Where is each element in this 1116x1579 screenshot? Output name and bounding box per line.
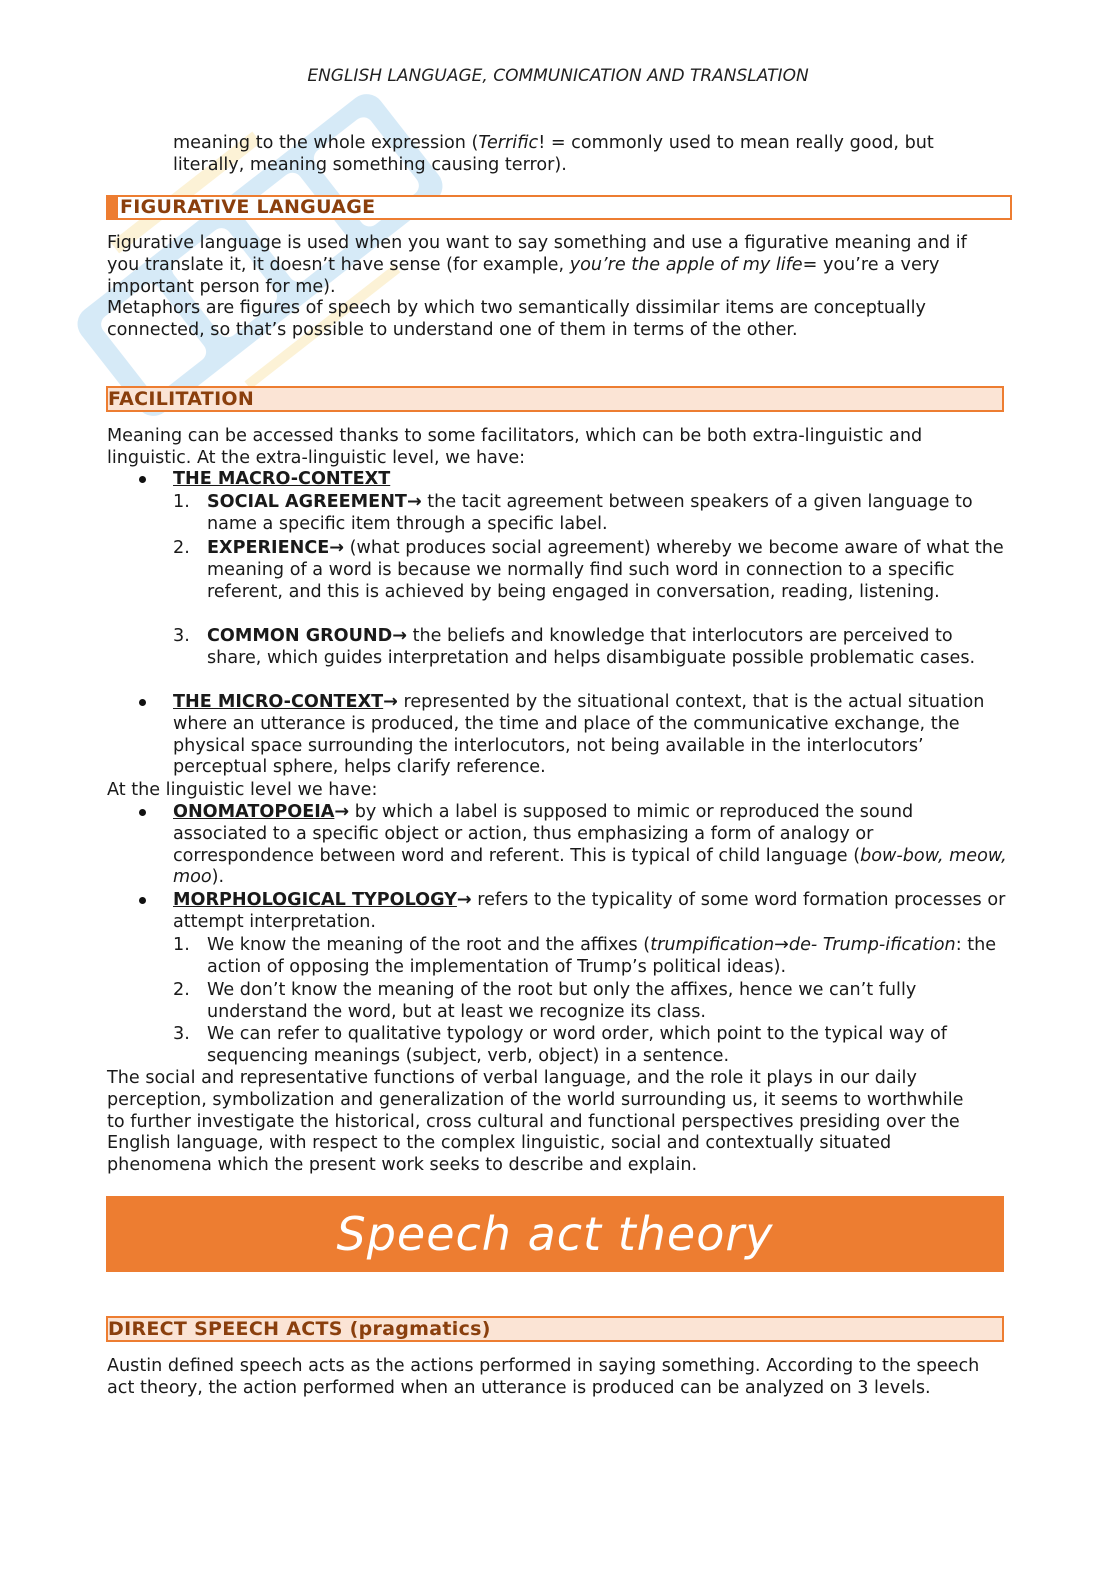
list-number: 3. xyxy=(173,626,190,646)
micro-context-item: THE MICRO-CONTEXT→ represented by the situational context, that is the actual situation where an utterance is produced, the time and place of the communicative exchange, the physical space surrounding the interlocutors, not being available in the interlocutors’ perceptual sphere, helps clarify reference. xyxy=(173,692,985,778)
list-number: 2. xyxy=(173,980,190,1000)
morph-item-2: We don’t know the meaning of the root but only the affixes, hence we can’t fully understand the word, but at least we recognize its class. xyxy=(207,980,917,1022)
direct-speech-heading: DIRECT SPEECH ACTS (pragmatics) xyxy=(108,1318,491,1340)
facilitation-intro: Meaning can be accessed thanks to some facilitators, which can be both extra-linguistic and linguistic. At the extra-linguistic level, we have: xyxy=(107,426,923,468)
bullet-icon xyxy=(139,699,146,706)
heading-accent-bar xyxy=(106,195,118,220)
intro-paragraph: meaning to the whole expression (Terrific! = commonly used to mean really good, but literally, meaning something causing terror). xyxy=(173,133,934,175)
figurative-heading: FIGURATIVE LANGUAGE xyxy=(120,196,376,218)
macro-item-experience: EXPERIENCE→ (what produces social agreement) whereby we become aware of what the meaning of a word is because we normally find such word in connection to a specific referent, and this is achieved by being engaged in conversation, reading, listening. xyxy=(207,538,1004,602)
direct-speech-paragraph: Austin defined speech acts as the actions performed in saying something. According to the speech act theory, the action performed when an utterance is produced can be analyzed on 3 levels. xyxy=(107,1356,980,1398)
macro-context-title: THE MACRO-CONTEXT xyxy=(173,469,391,489)
bullet-icon xyxy=(139,476,146,483)
figurative-paragraph-2: Metaphors are figures of speech by which two semantically dissimilar items are conceptually connected, so that’s possible to understand one of them in terms of the other. xyxy=(107,298,926,340)
list-number: 1. xyxy=(173,492,190,512)
bullet-icon xyxy=(139,809,146,816)
morphological-typology-item: MORPHOLOGICAL TYPOLOGY→ refers to the typicality of some word formation processes or attempt interpretation. xyxy=(173,890,1006,932)
onomatopoeia-item: ONOMATOPOEIA→ by which a label is supposed to mimic or reproduced the sound associated to a specific object or action, thus emphasizing a form of analogy or correspondence between word and referent. This is typical of child language (bow-bow, meow, moo). xyxy=(173,802,1007,888)
macro-item-common-ground: COMMON GROUND→ the beliefs and knowledge that interlocutors are perceived to share, which guides interpretation and helps disambiguate possible problematic cases. xyxy=(207,626,976,668)
facilitation-heading: FACILITATION xyxy=(108,388,255,410)
closing-paragraph: The social and representative functions of verbal language, and the role it plays in our daily perception, symbolization and generalization of the world surrounding us, it seems to worthwhile to further investigate the historical, cross cultural and functional perspectives presiding over the English language, with respect to the complex linguistic, social and contextually situated phenomena which the present work seeks to describe and explain. xyxy=(107,1068,964,1176)
macro-item-social-agreement: SOCIAL AGREEMENT→ the tacit agreement between speakers of a given language to name a specific item through a specific label. xyxy=(207,492,973,534)
bullet-icon xyxy=(139,897,146,904)
section-title-banner: Speech act theory xyxy=(106,1196,1004,1272)
list-number: 1. xyxy=(173,935,190,955)
list-number: 3. xyxy=(173,1024,190,1044)
list-number: 2. xyxy=(173,538,190,558)
figurative-paragraph-1: Figurative language is used when you want to say something and use a figurative meaning and if you translate it, it doesn’t have sense (for example, you’re the apple of my life= you’re a very important person for me). xyxy=(107,233,967,297)
linguistic-intro: At the linguistic level we have: xyxy=(107,780,378,800)
running-header: ENGLISH LANGUAGE, COMMUNICATION AND TRANSLATION xyxy=(307,66,809,86)
morph-item-1: We know the meaning of the root and the affixes (trumpification→de- Trump-ification: the action of opposing the implementation of Trump’s political ideas). xyxy=(207,935,997,977)
morph-item-3: We can refer to qualitative typology or word order, which point to the typical way of sequencing meanings (subject, verb, object) in a sentence. xyxy=(207,1024,947,1066)
